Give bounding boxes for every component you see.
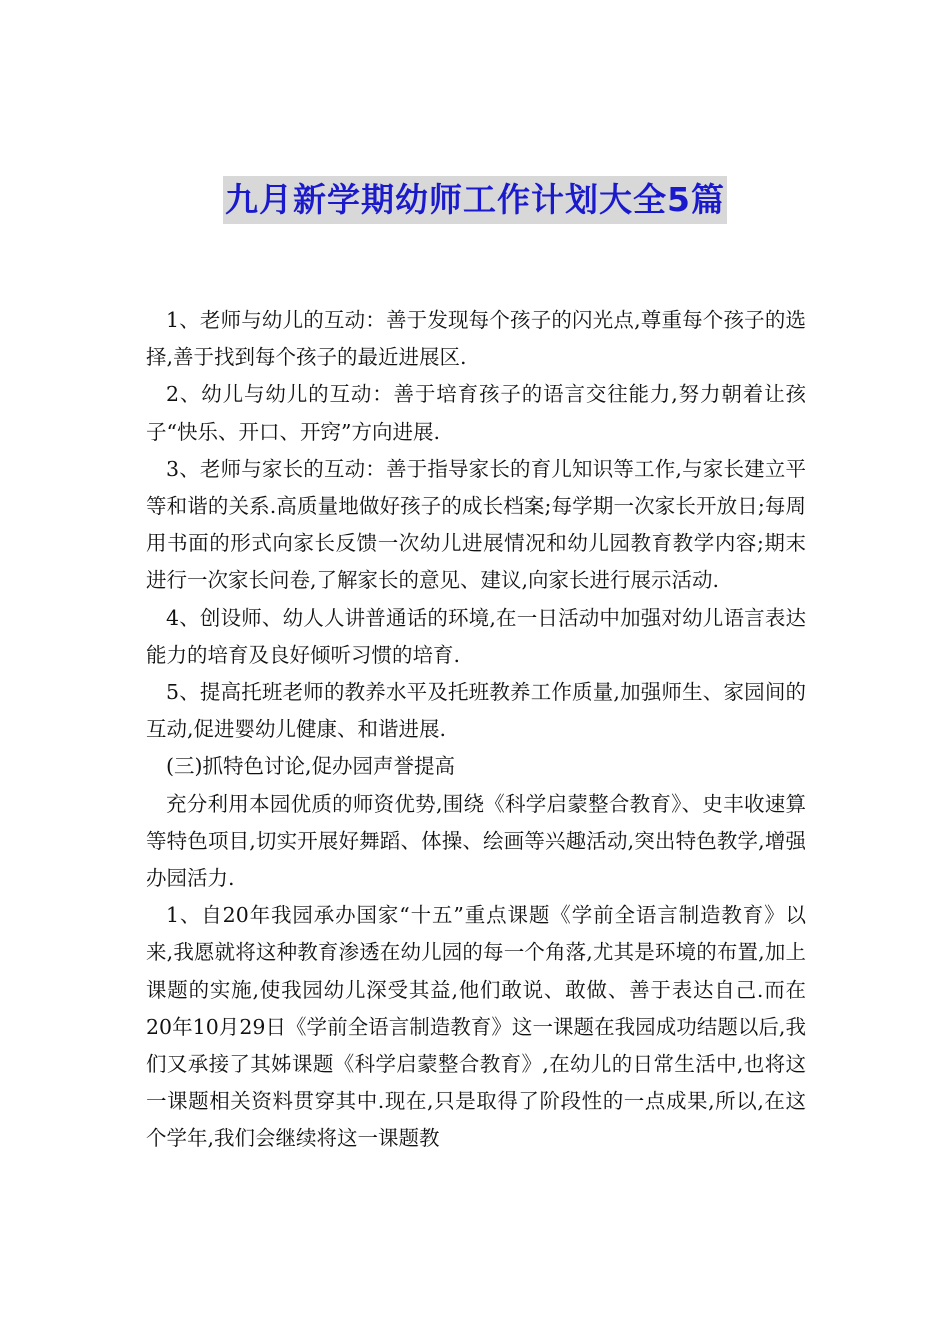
paragraph-nursery-quality: 5、提高托班老师的教养水平及托班教养工作质量,加强师生、家园间的互动,促进婴幼儿健康、和谐进展. [146,680,806,742]
paragraph-faculty-advantage: 充分利用本园优质的师资优势,围绕《科学启蒙整合教育》、史丰收速算等特色项目,切实开展好舞蹈、体操、绘画等兴趣活动,突出特色教学,增强办园活力. [146,791,806,891]
paragraph-mandarin-environment: 4、创设师、幼人人讲普通话的环境,在一日活动中加强对幼儿语言表达能力的培育及良好倾听习惯的培育. [146,605,806,667]
paragraph-child-child-interaction: 2、幼儿与幼儿的互动：善于培育孩子的语言交往能力,努力朝着让孩子“快乐、开口、开窍”方向进展. [146,382,806,444]
title-container [0,176,950,224]
section-heading-features: (三)抓特色讨论,促办园声誉提高 [166,754,456,779]
paragraph-research-project: 1、自20年我园承办国家“十五”重点课题《学前全语言制造教育》以来,我愿就将这种教育渗透在幼儿园的每一个角落,尤其是环境的布置,加上课题的实施,使我园幼儿深受其益,他们敢说、敢做、善于表达自己.而在20年10月29日《学前全语言制造教育》这一课题在我园成功结题以后,我们又承接了其姊课题《科学启蒙整合教育》,在幼儿的日常生活中,也将这一课题相关资料贯穿其中.现在,只是取得了阶段性的一点成果,所以,在这个学年,我们会继续将这一课题教 [146,903,806,1151]
paragraph-teacher-child-interaction: 1、老师与幼儿的互动：善于发现每个孩子的闪光点,尊重每个孩子的选择,善于找到每个孩子的最近进展区. [146,308,806,370]
paragraph-teacher-parent-interaction: 3、老师与家长的互动：善于指导家长的育儿知识等工作,与家长建立平等和谐的关系.高质量地做好孩子的成长档案;每学期一次家长开放日;每周用书面的形式向家长反馈一次幼儿进展情况和幼儿园教育教学内容;期末进行一次家长问卷,了解家长的意见、建议,向家长进行展示活动. [146,456,806,593]
document-body [146,302,806,1158]
document-title: 九月新学期幼师工作计划大全5篇 [223,176,727,224]
